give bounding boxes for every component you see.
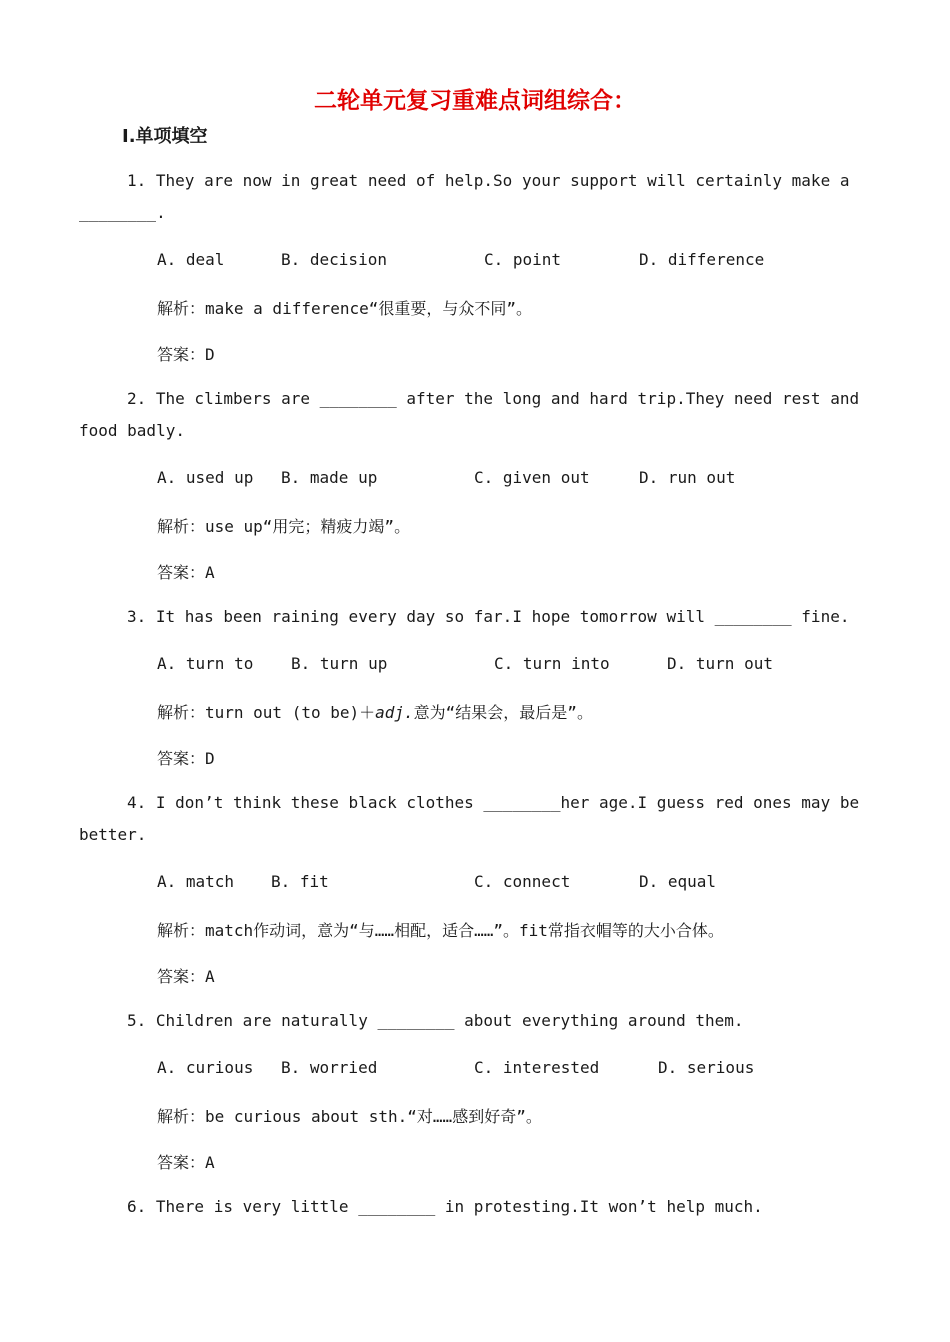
section-heading: Ⅰ.单项填空	[122, 126, 208, 147]
analysis-italic: adj.	[375, 703, 414, 722]
question-2-stem-continued: food badly.	[79, 421, 185, 440]
question-2-options	[157, 468, 857, 490]
question-4-stem: 4. I don’t think these black clothes ________her age.I guess red ones may be	[127, 793, 860, 812]
question-5-stem: 5. Children are naturally ________ about everything around them.	[127, 1011, 744, 1030]
question-1-analysis: 解析：make a difference“很重要，与众不同”。	[157, 299, 533, 318]
question-2-analysis: 解析：use up“用完；精疲力竭”。	[157, 517, 411, 536]
analysis-text: 解析：turn out (to be)＋	[157, 703, 376, 722]
option-a: A. curious	[157, 1058, 254, 1077]
question-5-analysis: 解析：be curious about sth.“对……感到好奇”。	[157, 1107, 542, 1126]
option-a: A. match	[157, 872, 235, 891]
option-b: B. worried	[281, 1058, 378, 1077]
option-d: D. serious	[658, 1058, 755, 1077]
question-1-stem-continued: ________.	[79, 203, 166, 222]
option-c: C. connect	[474, 872, 571, 891]
option-a: A. turn to	[157, 654, 254, 673]
analysis-text-end: 意为“结果会，最后是”。	[413, 703, 593, 722]
option-b: B. turn up	[291, 654, 388, 673]
option-c: C. turn into	[494, 654, 610, 673]
question-3-stem: 3. It has been raining every day so far.I hope tomorrow will ________ fine.	[127, 607, 850, 626]
document-title: 二轮单元复习重难点词组综合：	[314, 88, 636, 114]
option-a: A. deal	[157, 250, 225, 269]
question-2-stem: 2. The climbers are ________ after the long and hard trip.They need rest and	[127, 389, 860, 408]
question-2-answer: 答案：A	[157, 563, 215, 582]
option-b: B. decision	[281, 250, 387, 269]
question-4-analysis: 解析：match作动词，意为“与……相配，适合……”。fit常指衣帽等的大小合体。	[157, 921, 724, 940]
question-3-answer: 答案：D	[157, 749, 215, 768]
question-3-analysis	[157, 700, 593, 723]
question-5-answer: 答案：A	[157, 1153, 215, 1172]
option-c: C. point	[484, 250, 562, 269]
option-b: B. made up	[281, 468, 378, 487]
question-4-stem-continued: better.	[79, 825, 147, 844]
option-b: B. fit	[271, 872, 329, 891]
option-d: D. turn out	[667, 654, 773, 673]
question-4-options	[157, 872, 857, 894]
question-6-stem: 6. There is very little ________ in protesting.It won’t help much.	[127, 1197, 763, 1216]
question-1-stem: 1. They are now in great need of help.So your support will certainly make a	[127, 171, 850, 190]
question-1-options	[157, 250, 857, 272]
option-a: A. used up	[157, 468, 254, 487]
option-c: C. given out	[474, 468, 590, 487]
question-3-options	[157, 654, 857, 676]
option-d: D. equal	[639, 872, 717, 891]
option-d: D. difference	[639, 250, 765, 269]
option-c: C. interested	[474, 1058, 600, 1077]
question-5-options	[157, 1058, 857, 1080]
option-d: D. run out	[639, 468, 736, 487]
question-4-answer: 答案：A	[157, 967, 215, 986]
question-1-answer: 答案：D	[157, 345, 215, 364]
